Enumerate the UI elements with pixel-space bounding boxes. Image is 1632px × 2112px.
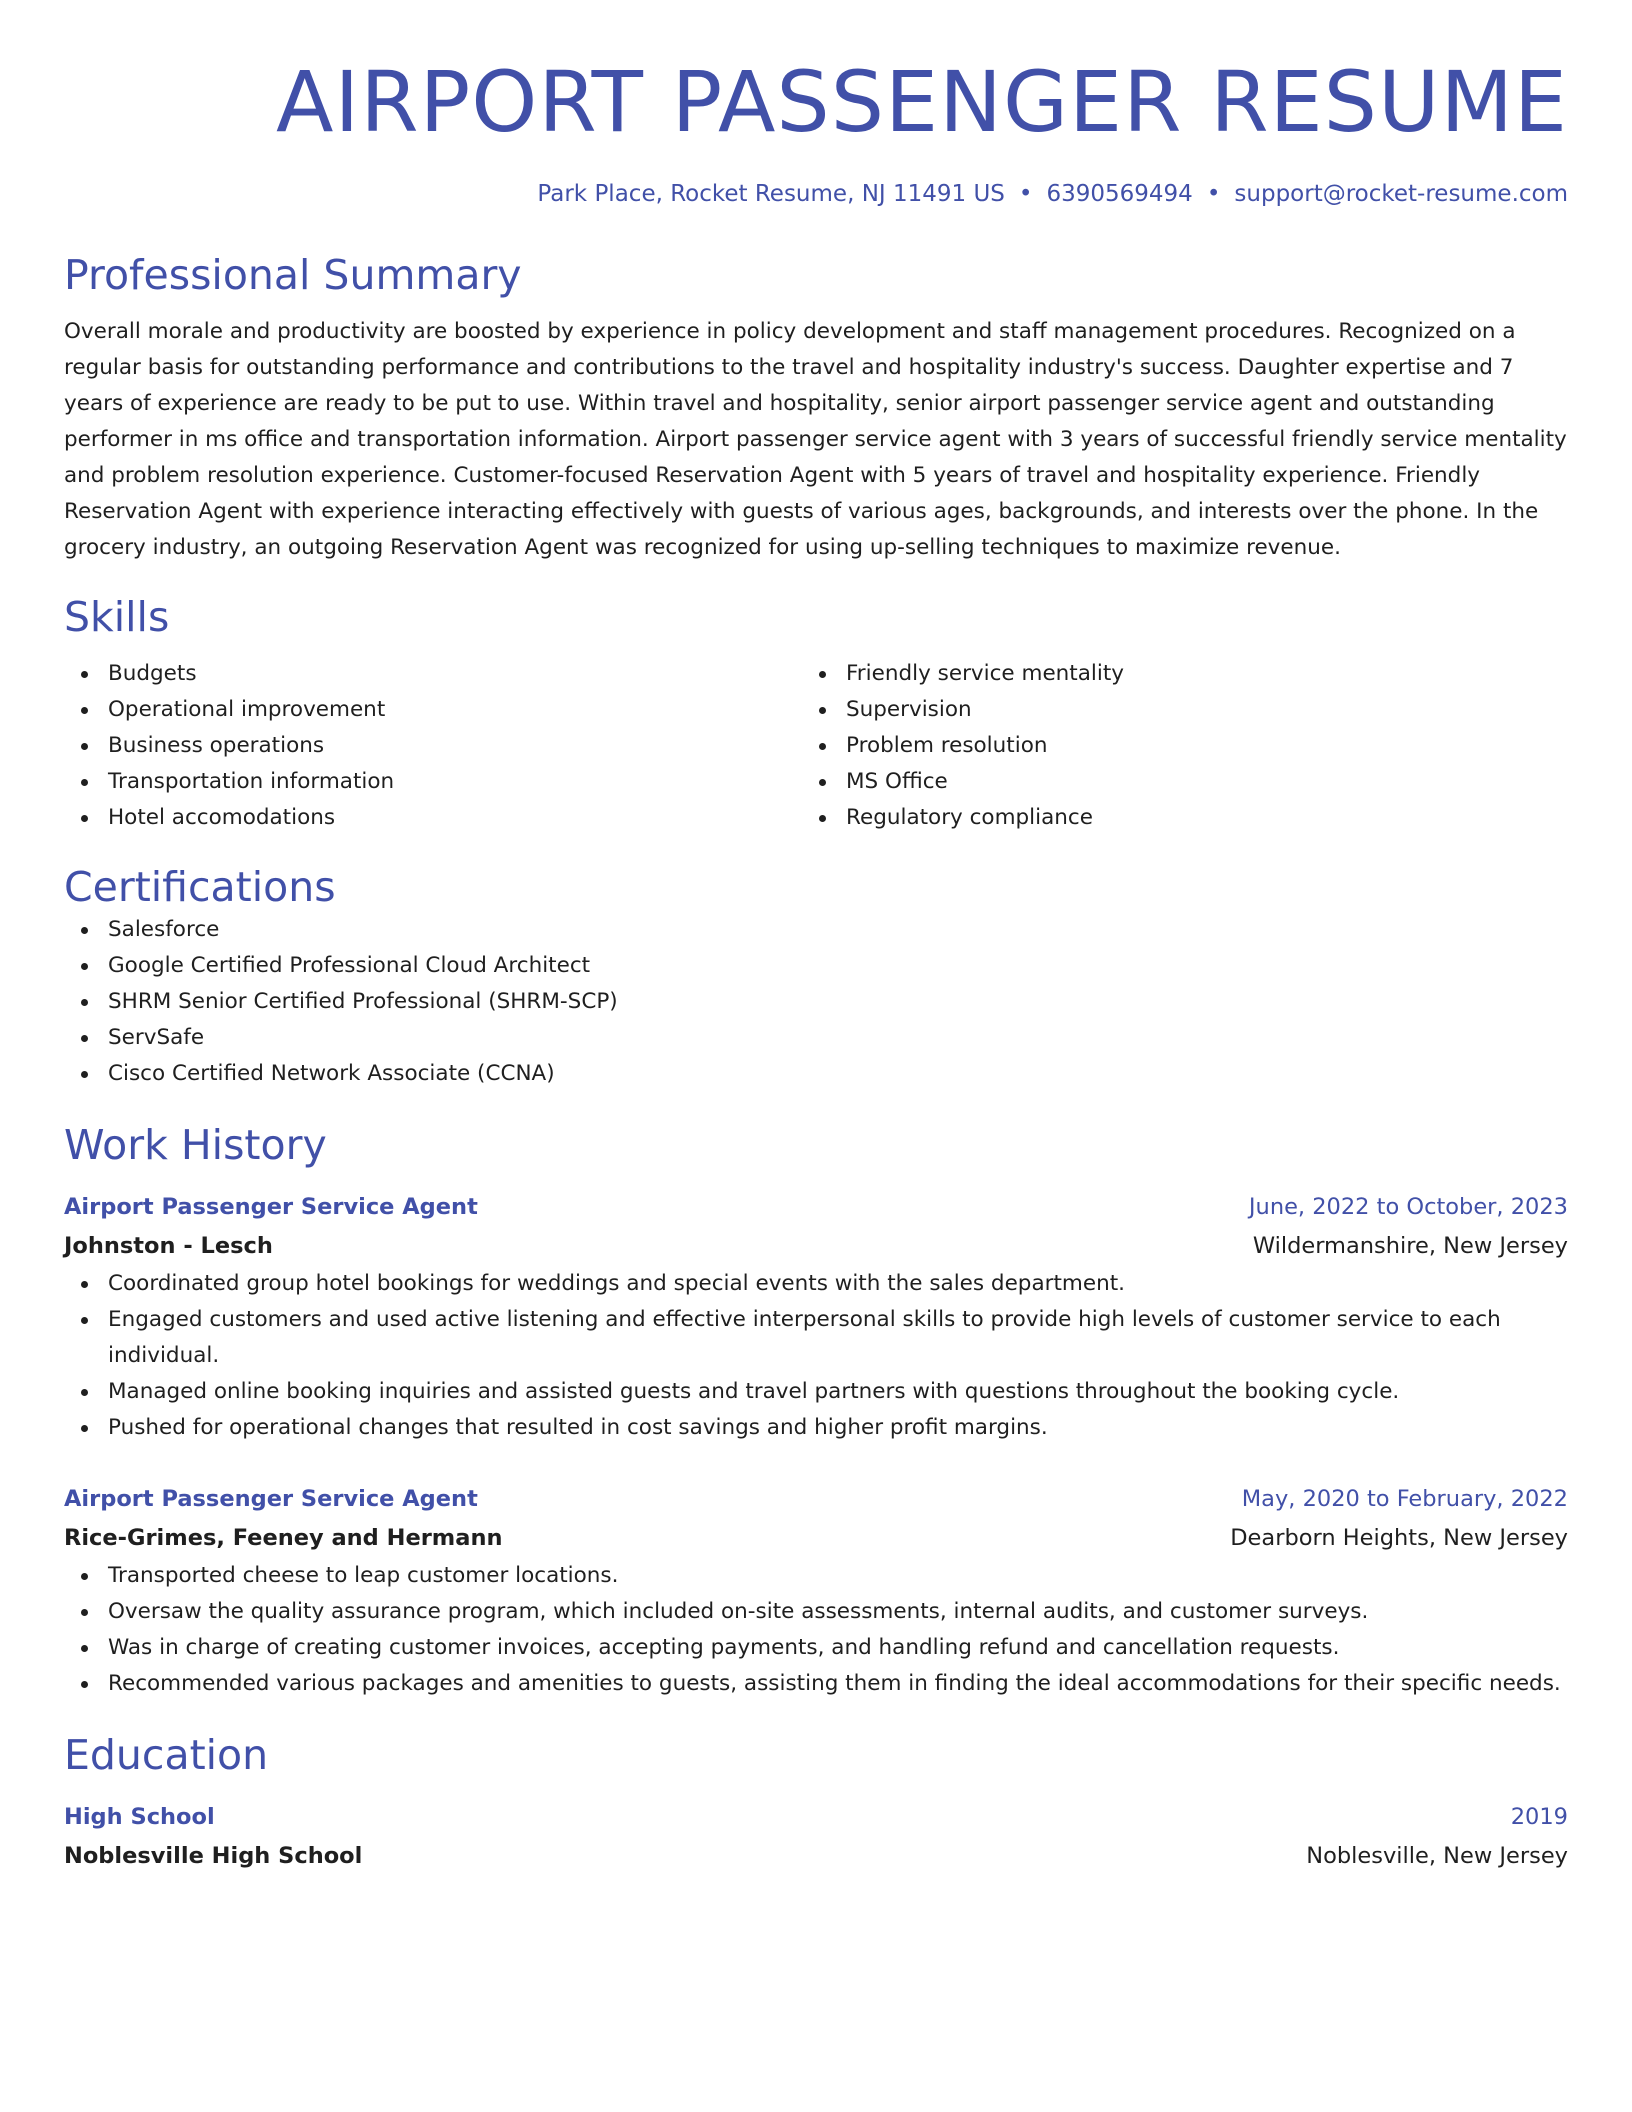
job-duty-item: Recommended various packages and amenities to guests, assisting them in finding the ideal accommodations for their specific needs. (64, 1666, 1568, 1702)
resume-name: AIRPORT PASSENGER RESUME (276, 53, 1568, 151)
education-heading: Education (64, 1731, 269, 1779)
skill-item: Business operations (64, 728, 802, 764)
certifications-heading: Certifications (64, 863, 336, 911)
job-entry (64, 1188, 1568, 1446)
contact-phone: 6390569494 (1046, 181, 1193, 207)
job-duty-item: Oversaw the quality assurance program, which included on-site assessments, internal audits, and customer surveys. (64, 1594, 1568, 1630)
education-section (64, 1730, 1568, 1876)
skill-item: MS Office (802, 764, 1540, 800)
summary-text: Overall morale and productivity are boosted by experience in policy development and staff management procedures. Recognized on a regular basis for outstanding performance and contributions to the travel and hospitality industry's success. Daughter expertise and 7 years of experience are ready to be put to use. Within travel and hospitality, senior airport passenger service agent and outstanding performer in ms office and transportation information. Airport passenger service agent with 3 years of successful friendly service mentality and problem resolution experience. Customer-focused Reservation Agent with 5 years of travel and hospitality experience. Friendly Reservation Agent with experience interacting effectively with guests of various ages, backgrounds, and interests over the phone. In the grocery industry, an outgoing Reservation Agent was recognized for using up-selling techniques to maximize revenue. (64, 319, 1567, 560)
certification-item: Salesforce (64, 912, 1568, 948)
job-duties-list (64, 1558, 1568, 1702)
contact-line (64, 178, 1568, 210)
contact-address: Park Place, Rocket Resume, NJ 11491 US (537, 181, 1005, 207)
certifications-list (64, 912, 1568, 1092)
job-dates: May, 2020 to February, 2022 (1241, 1486, 1568, 1512)
job-header-row (64, 1188, 1568, 1226)
skill-item: Regulatory compliance (802, 800, 1540, 836)
job-title: Airport Passenger Service Agent (64, 1486, 478, 1512)
summary-section (64, 250, 1568, 566)
job-duty-item: Was in charge of creating customer invoices, accepting payments, and handling refund and cancellation requests. (64, 1630, 1568, 1666)
job-dates: June, 2022 to October, 2023 (1248, 1194, 1568, 1220)
certification-item: Google Certified Professional Cloud Architect (64, 948, 1568, 984)
job-company-row (64, 1226, 1568, 1266)
skills-column-right (802, 656, 1540, 836)
skill-item: Transportation information (64, 764, 802, 800)
job-duty-item: Managed online booking inquiries and assisted guests and travel partners with questions throughout the booking cycle. (64, 1374, 1568, 1410)
skill-item: Operational improvement (64, 692, 802, 728)
job-duty-item: Engaged customers and used active listening and effective interpersonal skills to provide high levels of customer service to each individual. (64, 1302, 1568, 1374)
skills-column-left (64, 656, 802, 836)
skill-item: Supervision (802, 692, 1540, 728)
job-location: Dearborn Heights, New Jersey (1230, 1525, 1568, 1551)
job-title: Airport Passenger Service Agent (64, 1194, 478, 1220)
certifications-section (64, 862, 1568, 1092)
summary-heading: Professional Summary (64, 251, 522, 299)
work-history-section (64, 1120, 1568, 1702)
job-company-row (64, 1518, 1568, 1558)
certification-item: Cisco Certified Network Associate (CCNA) (64, 1056, 1568, 1092)
job-location: Wildermanshire, New Jersey (1252, 1233, 1568, 1259)
certification-item: ServSafe (64, 1020, 1568, 1056)
job-company: Rice-Grimes, Feeney and Hermann (64, 1525, 503, 1551)
education-school: Noblesville High School (64, 1843, 363, 1869)
skills-section (64, 592, 1568, 836)
education-entry (64, 1798, 1568, 1876)
education-header-row (64, 1798, 1568, 1836)
work-history-heading: Work History (64, 1121, 327, 1169)
skill-item: Hotel accomodations (64, 800, 802, 836)
job-company: Johnston - Lesch (64, 1233, 273, 1259)
job-duty-item: Transported cheese to leap customer locations. (64, 1558, 1568, 1594)
skill-item: Budgets (64, 656, 802, 692)
job-duty-item: Pushed for operational changes that resulted in cost savings and higher profit margins. (64, 1410, 1568, 1446)
skills-heading: Skills (64, 593, 170, 641)
job-header-row (64, 1480, 1568, 1518)
education-year: 2019 (1510, 1804, 1568, 1830)
contact-email: support@rocket-resume.com (1234, 181, 1568, 207)
education-location: Noblesville, New Jersey (1306, 1843, 1568, 1869)
education-school-row (64, 1836, 1568, 1876)
job-entry (64, 1480, 1568, 1702)
skill-item: Friendly service mentality (802, 656, 1540, 692)
contact-separator: • (1206, 181, 1221, 207)
skill-item: Problem resolution (802, 728, 1540, 764)
education-degree: High School (64, 1804, 215, 1830)
certification-item: SHRM Senior Certified Professional (SHRM-SCP) (64, 984, 1568, 1020)
job-duties-list (64, 1266, 1568, 1446)
skills-grid (64, 656, 1568, 836)
resume-header (64, 50, 1568, 210)
contact-separator: • (1018, 181, 1033, 207)
job-duty-item: Coordinated group hotel bookings for weddings and special events with the sales department. (64, 1266, 1568, 1302)
